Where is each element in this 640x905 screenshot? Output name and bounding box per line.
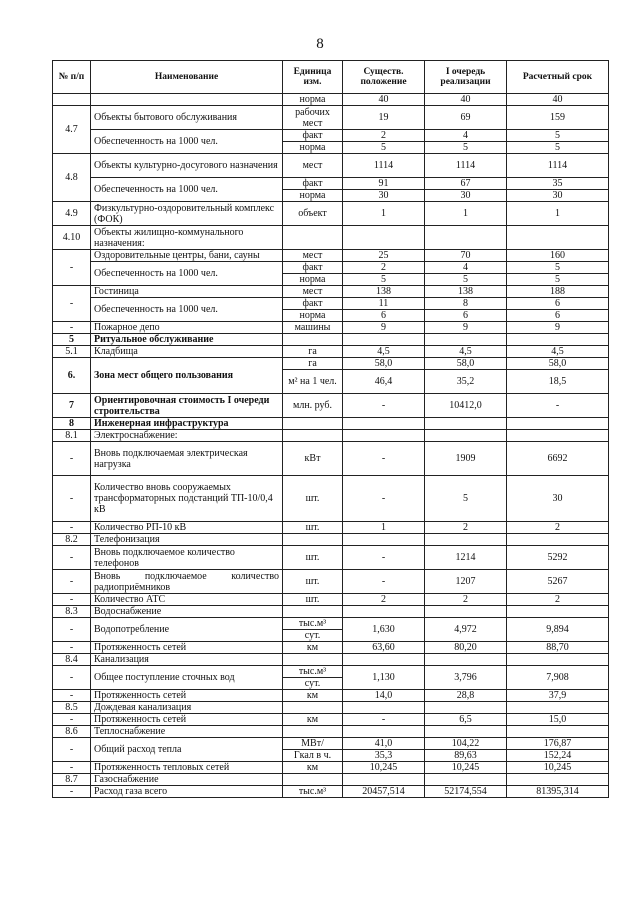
table-row (53, 94, 609, 106)
cell-first: 9 (425, 322, 507, 334)
cell-final: 9 (507, 322, 609, 334)
cell-name: Расход газа всего (91, 786, 283, 798)
cell-unit: шт. (283, 476, 343, 522)
cell-name: Протяженность сетей (91, 642, 283, 654)
header-final: Расчетный срок (507, 61, 609, 94)
cell-num: 4.7 (53, 106, 91, 154)
cell-first: 5 (425, 274, 507, 286)
cell-unit: мест (283, 286, 343, 298)
cell-name: Вновь подключаемое количество телефонов (91, 546, 283, 570)
cell-final: 1 (507, 202, 609, 226)
cell-unit: кВт (283, 442, 343, 476)
cell-existing: 1 (343, 202, 425, 226)
cell-num: - (53, 570, 91, 594)
cell-unit: факт (283, 262, 343, 274)
cell-first: 70 (425, 250, 507, 262)
cell-existing: 9 (343, 322, 425, 334)
cell-num: 5.1 (53, 346, 91, 358)
cell-existing: 1,630 (343, 618, 425, 642)
cell-unit: мест (283, 250, 343, 262)
cell-first: 35,2 (425, 370, 507, 394)
cell-first: 10412,0 (425, 394, 507, 418)
cell-num: - (53, 762, 91, 774)
cell-name: Количество РП-10 кВ (91, 522, 283, 534)
subsection-title: Канализация (91, 654, 283, 666)
subsection-title: Телефонизация (91, 534, 283, 546)
cell-num: - (53, 442, 91, 476)
cell-final: 2 (507, 522, 609, 534)
cell-existing: 20457,514 (343, 786, 425, 798)
table-row (53, 546, 609, 570)
cell-num: 5 (53, 334, 91, 346)
cell-unit: факт (283, 130, 343, 142)
cell-name: Вновь подключаемая электрическая нагрузка (91, 442, 283, 476)
cell-first: 58,0 (425, 358, 507, 370)
cell-unit: объект (283, 202, 343, 226)
cell-existing: 1 (343, 522, 425, 534)
table-row (53, 714, 609, 726)
cell-final: - (507, 394, 609, 418)
cell-final: 58,0 (507, 358, 609, 370)
table-row (53, 226, 609, 250)
table-row (53, 286, 609, 298)
table-row (53, 358, 609, 370)
cell-unit: машины (283, 322, 343, 334)
cell-unit: норма (283, 94, 343, 106)
cell-existing: - (343, 394, 425, 418)
page-number: 8 (316, 36, 324, 52)
subsection-row (53, 774, 609, 786)
cell-first: 8 (425, 298, 507, 310)
cell-first: 138 (425, 286, 507, 298)
cell-unit: норма (283, 274, 343, 286)
cell-existing: - (343, 476, 425, 522)
cell-final: 5 (507, 262, 609, 274)
cell-final: 160 (507, 250, 609, 262)
cell-unit: факт (283, 298, 343, 310)
cell-name: Вновь подключаемое количество радиоприёмников (91, 570, 283, 594)
cell-name: Физкультурно-оздоровительный комплекс (ФОК) (91, 202, 283, 226)
cell-final: 5292 (507, 546, 609, 570)
cell-existing: 63,60 (343, 642, 425, 654)
cell-first: 6 (425, 310, 507, 322)
cell-unit: га (283, 358, 343, 370)
cell-first: 1214 (425, 546, 507, 570)
table-row (53, 154, 609, 178)
cell-first: 4,972 (425, 618, 507, 642)
cell-first: 5 (425, 476, 507, 522)
cell-final: 37,9 (507, 690, 609, 702)
cell-unit: норма (283, 142, 343, 154)
indicators-table (52, 60, 609, 798)
cell-name: Обеспеченность на 1000 чел. (91, 262, 283, 286)
cell-num: - (53, 522, 91, 534)
cell-name: Водопотребление (91, 618, 283, 642)
cell-unit: мест (283, 154, 343, 178)
cell-num: - (53, 286, 91, 322)
cell-final: 18,5 (507, 370, 609, 394)
cell-final: 7,908 (507, 666, 609, 690)
cell-num: - (53, 250, 91, 286)
cell-first: 30 (425, 190, 507, 202)
cell-num: 4.9 (53, 202, 91, 226)
cell-first: 40 (425, 94, 507, 106)
cell-unit: рабочих мест (283, 106, 343, 130)
cell-unit: км (283, 690, 343, 702)
cell-existing: 41,0 (343, 738, 425, 750)
cell-final: 5267 (507, 570, 609, 594)
cell-num: - (53, 618, 91, 642)
cell-final: 81395,314 (507, 786, 609, 798)
cell-name: Протяженность сетей (91, 714, 283, 726)
cell-name: Кладбища (91, 346, 283, 358)
cell-name: Протяженность тепловых сетей (91, 762, 283, 774)
cell-existing: 25 (343, 250, 425, 262)
cell-existing: 4,5 (343, 346, 425, 358)
subsection-row (53, 534, 609, 546)
cell-num: 4.8 (53, 154, 91, 202)
table-row (53, 594, 609, 606)
section-row (53, 418, 609, 430)
cell-final: 40 (507, 94, 609, 106)
cell-unit: шт. (283, 546, 343, 570)
cell-existing: 2 (343, 262, 425, 274)
cell-first: 5 (425, 142, 507, 154)
cell-unit: шт. (283, 522, 343, 534)
cell-name: Зона мест общего пользования (91, 358, 283, 394)
cell-final: 2 (507, 594, 609, 606)
cell-name: Объекты жилищно-коммунального назначения: (91, 226, 283, 250)
cell-final: 188 (507, 286, 609, 298)
subsection-title: Водоснабжение (91, 606, 283, 618)
cell-name: Оздоровительные центры, бани, сауны (91, 250, 283, 262)
table-row (53, 570, 609, 594)
cell-existing: - (343, 570, 425, 594)
cell-final: 5 (507, 274, 609, 286)
cell-existing: 30 (343, 190, 425, 202)
cell-final: 4,5 (507, 346, 609, 358)
cell-name: Общее поступление сточных вод (91, 666, 283, 690)
cell-num: 8.6 (53, 726, 91, 738)
table-row (53, 786, 609, 798)
cell-final: 6 (507, 310, 609, 322)
cell-unit: сут. (283, 630, 343, 642)
cell-name: Обеспеченность на 1000 чел. (91, 178, 283, 202)
cell-first: 6,5 (425, 714, 507, 726)
cell-existing: - (343, 546, 425, 570)
cell-first: 1207 (425, 570, 507, 594)
cell-final: 88,70 (507, 642, 609, 654)
cell-first: 2 (425, 594, 507, 606)
cell-num: 8.7 (53, 774, 91, 786)
cell-first: 4 (425, 130, 507, 142)
cell-existing: 91 (343, 178, 425, 190)
header-unit: Единица изм. (283, 61, 343, 94)
cell-unit: км (283, 762, 343, 774)
cell-num: - (53, 546, 91, 570)
cell-name: Объекты культурно-досугового назначения (91, 154, 283, 178)
table-row (53, 642, 609, 654)
cell-unit: км (283, 714, 343, 726)
table-row (53, 690, 609, 702)
table-row (53, 442, 609, 476)
cell-first: 10,245 (425, 762, 507, 774)
header-first-stage: I очередь реализации (425, 61, 507, 94)
cell-unit: тыс.м³ (283, 666, 343, 678)
cell-final: 15,0 (507, 714, 609, 726)
section-title: Инженерная инфраструктура (91, 418, 283, 430)
cell-num: 8.3 (53, 606, 91, 618)
cell-final: 159 (507, 106, 609, 130)
cell-existing: 11 (343, 298, 425, 310)
cell-num: 8.4 (53, 654, 91, 666)
subsection-row (53, 726, 609, 738)
cell-num: 7 (53, 394, 91, 418)
cell-unit: МВт/ (283, 738, 343, 750)
cell-existing: 2 (343, 130, 425, 142)
cell-num: - (53, 714, 91, 726)
subsection-title: Теплоснабжение (91, 726, 283, 738)
cell-first: 4 (425, 262, 507, 274)
cell-first: 104,22 (425, 738, 507, 750)
cell-name: Количество вновь сооружаемых трансформаторных подстанций ТП-10/0,4 кВ (91, 476, 283, 522)
cell-name: Обеспеченность на 1000 чел. (91, 298, 283, 322)
table-row (53, 130, 609, 142)
subsection-title: Электроснабжение: (91, 430, 283, 442)
cell-num: - (53, 322, 91, 334)
table-row (53, 202, 609, 226)
cell-final: 5 (507, 130, 609, 142)
cell-num: - (53, 786, 91, 798)
cell-final: 152,24 (507, 750, 609, 762)
subsection-title: Газоснабжение (91, 774, 283, 786)
cell-unit: млн. руб. (283, 394, 343, 418)
cell-existing: 14,0 (343, 690, 425, 702)
table-row (53, 250, 609, 262)
cell-existing: 2 (343, 594, 425, 606)
cell-existing: 58,0 (343, 358, 425, 370)
cell-final: 6 (507, 298, 609, 310)
cell-first: 4,5 (425, 346, 507, 358)
cell-num: - (53, 690, 91, 702)
cell-unit: шт. (283, 570, 343, 594)
cell-num: 6. (53, 358, 91, 394)
cell-existing: 5 (343, 274, 425, 286)
cell-unit: га (283, 346, 343, 358)
cell-num: - (53, 594, 91, 606)
cell-unit: норма (283, 310, 343, 322)
table-row (53, 394, 609, 418)
cell-existing: 1114 (343, 154, 425, 178)
table-row (53, 666, 609, 678)
table-row (53, 106, 609, 130)
table-row (53, 618, 609, 630)
cell-unit: шт. (283, 594, 343, 606)
cell-existing: 5 (343, 142, 425, 154)
cell-existing: 6 (343, 310, 425, 322)
cell-final: 30 (507, 190, 609, 202)
cell-num: - (53, 666, 91, 690)
cell-num: - (53, 738, 91, 762)
cell-final: 10,245 (507, 762, 609, 774)
cell-unit: Гкал в ч. (283, 750, 343, 762)
subsection-row (53, 702, 609, 714)
cell-first: 1909 (425, 442, 507, 476)
table-row (53, 298, 609, 310)
cell-unit: норма (283, 190, 343, 202)
cell-existing: 46,4 (343, 370, 425, 394)
cell-num: 8.1 (53, 430, 91, 442)
cell-name: Пожарное депо (91, 322, 283, 334)
subsection-title: Дождевая канализация (91, 702, 283, 714)
cell-name: Протяженность сетей (91, 690, 283, 702)
cell-unit: тыс.м³ (283, 618, 343, 630)
table-row (53, 522, 609, 534)
cell-first: 3,796 (425, 666, 507, 690)
cell-final: 6692 (507, 442, 609, 476)
cell-existing: 138 (343, 286, 425, 298)
cell-first: 67 (425, 178, 507, 190)
cell-existing: 1,130 (343, 666, 425, 690)
cell-first: 80,20 (425, 642, 507, 654)
cell-final: 9,894 (507, 618, 609, 642)
cell-existing: 19 (343, 106, 425, 130)
cell-num: 8.2 (53, 534, 91, 546)
cell-unit: тыс.м³ (283, 786, 343, 798)
header-name: Наименование (91, 61, 283, 94)
header-num: № п/п (53, 61, 91, 94)
table-row (53, 322, 609, 334)
cell-first: 89,63 (425, 750, 507, 762)
cell-name: Объекты бытового обслуживания (91, 106, 283, 130)
cell-unit: факт (283, 178, 343, 190)
table-row (53, 476, 609, 522)
cell-name: Обеспеченность на 1000 чел. (91, 130, 283, 154)
cell-existing: 35,3 (343, 750, 425, 762)
cell-num: 8.5 (53, 702, 91, 714)
subsection-row (53, 430, 609, 442)
table-row (53, 178, 609, 190)
subsection-row (53, 606, 609, 618)
cell-num: 8 (53, 418, 91, 430)
cell-final: 5 (507, 142, 609, 154)
cell-first: 28,8 (425, 690, 507, 702)
cell-existing: 10,245 (343, 762, 425, 774)
cell-name: Гостиница (91, 286, 283, 298)
cell-final: 176,87 (507, 738, 609, 750)
section-row (53, 334, 609, 346)
cell-num: 4.10 (53, 226, 91, 250)
cell-first: 1 (425, 202, 507, 226)
cell-unit: м² на 1 чел. (283, 370, 343, 394)
table-row (53, 762, 609, 774)
cell-first: 2 (425, 522, 507, 534)
table-row (53, 346, 609, 358)
cell-name: Количество АТС (91, 594, 283, 606)
section-title: Ритуальное обслуживание (91, 334, 283, 346)
header-existing: Существ. положение (343, 61, 425, 94)
cell-num: - (53, 476, 91, 522)
cell-num: - (53, 642, 91, 654)
cell-first: 69 (425, 106, 507, 130)
cell-name: Общий расход тепла (91, 738, 283, 762)
cell-unit: сут. (283, 678, 343, 690)
table-header-row (53, 61, 609, 94)
cell-final: 1114 (507, 154, 609, 178)
cell-final: 30 (507, 476, 609, 522)
cell-existing: - (343, 714, 425, 726)
cell-first: 52174,554 (425, 786, 507, 798)
table-row (53, 262, 609, 274)
cell-first: 1114 (425, 154, 507, 178)
cell-final: 35 (507, 178, 609, 190)
cell-existing: - (343, 442, 425, 476)
cell-unit: км (283, 642, 343, 654)
table-row (53, 738, 609, 750)
cell-name: Ориентировочная стоимость I очереди строительства (91, 394, 283, 418)
cell-existing: 40 (343, 94, 425, 106)
subsection-row (53, 654, 609, 666)
